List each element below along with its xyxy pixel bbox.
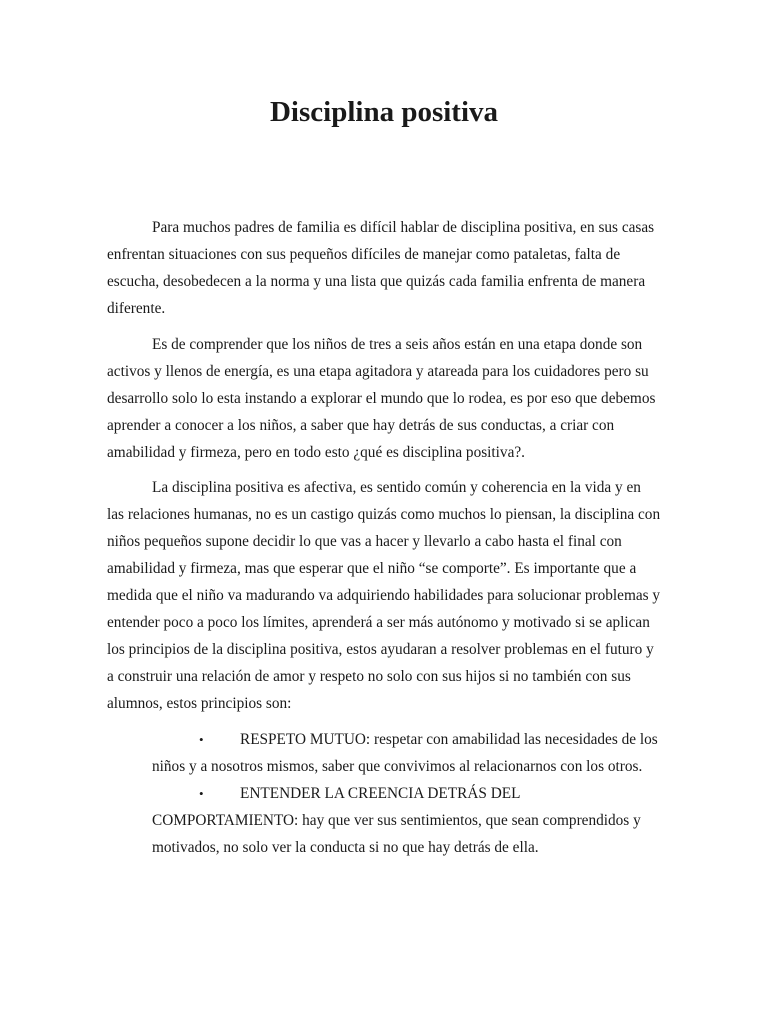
document-body [107, 214, 661, 861]
bullet-icon: • [199, 785, 204, 801]
paragraph-intro: Para muchos padres de familia es difícil hablar de disciplina positiva, en sus casas enfrentan situaciones con sus pequeños difíciles de manejar como pataletas, falta de escucha, desobedecen a la norma y una lista que quizás cada familia enfrenta de manera diferente. [107, 219, 655, 317]
paragraph-definition: La disciplina positiva es afectiva, es sentido común y coherencia en la vida y en las relaciones humanas, no es un castigo quizás como muchos lo piensan, la disciplina con niños pequeños supone decidir lo que vas a hacer y llevarlo a cabo hasta el final con amabilidad y firmeza, mas que esperar que el niño “se comporte”. Es importante que a medida que el niño va madurando va adquiriendo habilidades para solucionar problemas y entender poco a poco los límites, aprenderá a ser más autónomo y motivado si se aplican los principios de la disciplina positiva, estos ayudaran a resolver problemas en el futuro y a construir una relación de amor y respeto no solo con sus hijos si no también con sus alumnos, estos principios son: [107, 479, 661, 712]
principles-list [107, 726, 661, 861]
list-item [152, 726, 661, 780]
document-title: Disciplina positiva [269, 96, 499, 128]
principle-understand-belief: ENTENDER LA CREENCIA DETRÁS DEL COMPORTAMIENTO: hay que ver sus sentimientos, que sean comprendidos y motivados, no solo ver la conducta si no que hay detrás de ella. [152, 784, 641, 856]
paragraph-age-stage: Es de comprender que los niños de tres a seis años están en una etapa donde son activos y llenos de energía, es una etapa agitadora y atareada para los cuidadores pero su desarrollo solo lo esta instando a explorar el mundo que lo rodea, es por eso que debemos aprender a conocer a los niños, a saber que hay detrás de sus conductas, a criar con amabilidad y firmeza, pero en todo esto ¿qué es disciplina positiva?. [107, 335, 656, 461]
principle-mutual-respect: RESPETO MUTUO: respetar con amabilidad las necesidades de los niños y a nosotros mismos, saber que convivimos al relacionarnos con los otros. [152, 730, 658, 775]
list-item [152, 780, 661, 861]
bullet-icon: • [199, 731, 204, 747]
